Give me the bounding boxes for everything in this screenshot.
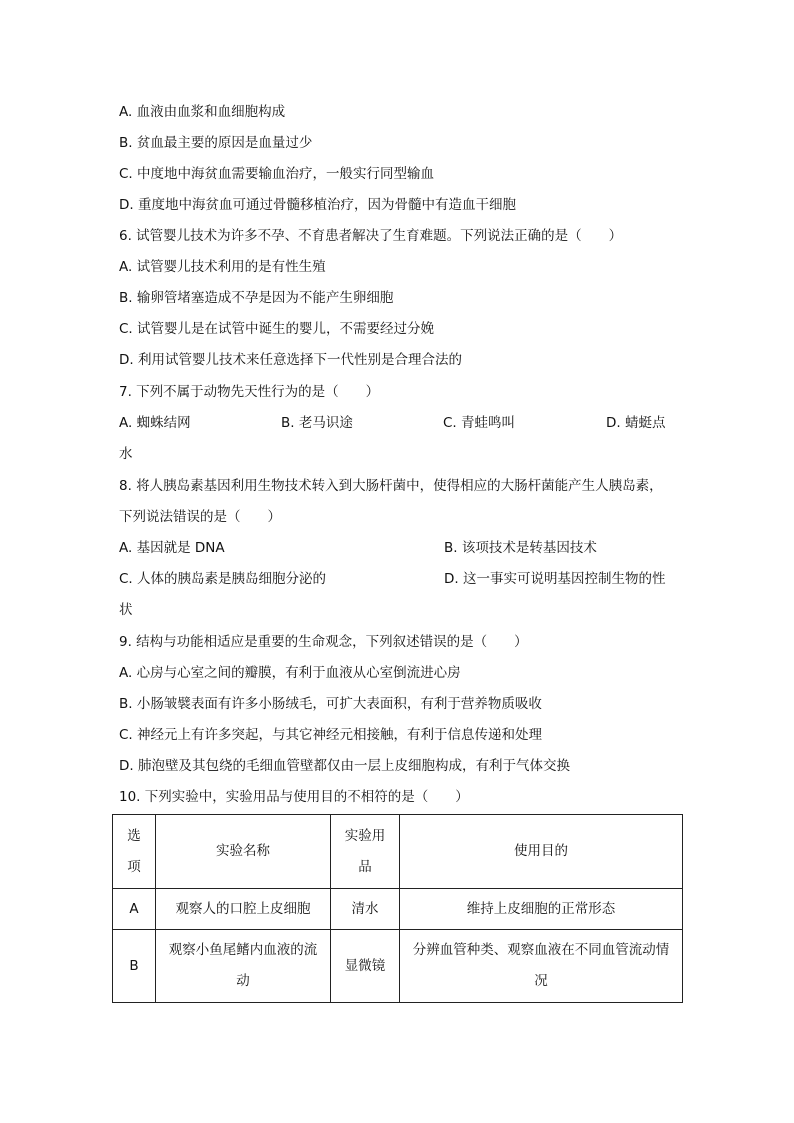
header-materials: 实验用品 [331,815,400,889]
q6-option-c: C. 试管婴儿是在试管中诞生的婴儿，不需要经过分娩 [119,321,435,337]
q8-stem-line1: 8. 将人胰岛素基因利用生物技术转入到大肠杆菌中，使得相应的大肠杆菌能产生人胰岛素， [119,478,663,494]
header-purpose: 使用目的 [400,815,683,889]
q9-option-b: B. 小肠皱襞表面有许多小肠绒毛，可扩大表面积，有利于营养物质吸收 [119,696,542,712]
table-row [113,930,683,1003]
q7-option-a: A. 蜘蛛结网 [119,415,191,431]
q8-option-c: C. 人体的胰岛素是胰岛细胞分泌的 [119,571,327,587]
q8-options-row1 [119,538,679,558]
q8-option-b: B. 该项技术是转基因技术 [444,540,597,556]
q7-stem: 7. 下列不属于动物先天性行为的是（ ） [119,384,380,400]
row-a-experiment: 观察人的口腔上皮细胞 [156,889,331,930]
q9-option-c: C. 神经元上有许多突起，与其它神经元相接触，有利于信息传递和处理 [119,727,543,743]
q5-option-c: C. 中度地中海贫血需要输血治疗，一般实行同型输血 [119,166,435,182]
q8-option-a: A. 基因就是 DNA [119,540,225,556]
header-option: 选项 [113,815,156,889]
q10-stem: 10. 下列实验中，实验用品与使用目的不相符的是（ ） [119,789,469,805]
q6-option-a: A. 试管婴儿技术利用的是有性生殖 [119,259,326,275]
q9-option-a: A. 心房与心室之间的瓣膜，有利于血液从心室倒流进心房 [119,665,461,681]
q5-option-b: B. 贫血最主要的原因是血量过少 [119,135,313,151]
q9-option-d: D. 肺泡壁及其包绕的毛细血管壁都仅由一层上皮细胞构成，有利于气体交换 [119,758,570,774]
row-a-option: A [113,889,156,930]
q9-stem: 9. 结构与功能相适应是重要的生命观念，下列叙述错误的是（ ） [119,634,528,650]
q7-options [119,413,679,433]
row-b-experiment: 观察小鱼尾鳍内血液的流动 [156,930,331,1003]
q7-option-c: C. 青蛙鸣叫 [443,415,516,431]
q5-option-d: D. 重度地中海贫血可通过骨髓移植治疗，因为骨髓中有造血干细胞 [119,197,516,213]
q8-option-d: D. 这一事实可说明基因控制生物的性 [444,571,666,587]
table-header-row [113,815,683,889]
q8-options-row2 [119,569,679,589]
q6-option-d: D. 利用试管婴儿技术来任意选择下一代性别是合理合法的 [119,352,462,368]
row-a-material: 清水 [331,889,400,930]
row-b-purpose: 分辨血管种类、观察血液在不同血管流动情况 [400,930,683,1003]
q8-stem-line2: 下列说法错误的是（ ） [119,509,281,525]
q8-option-d-wrap: 状 [119,602,133,618]
table-row [113,889,683,930]
q6-option-b: B. 输卵管堵塞造成不孕是因为不能产生卵细胞 [119,290,394,306]
row-b-option: B [113,930,156,1003]
experiment-table [112,814,683,1003]
row-b-material: 显微镜 [331,930,400,1003]
q5-option-a: A. 血液由血浆和血细胞构成 [119,104,286,120]
q6-stem: 6. 试管婴儿技术为许多不孕、不育患者解决了生育难题。下列说法正确的是（ ） [119,228,623,244]
q7-option-d-wrap: 水 [119,446,133,462]
header-experiment-name: 实验名称 [156,815,331,889]
q7-option-d: D. 蜻蜓点 [606,415,666,431]
q7-option-b: B. 老马识途 [281,415,353,431]
row-a-purpose: 维持上皮细胞的正常形态 [400,889,683,930]
